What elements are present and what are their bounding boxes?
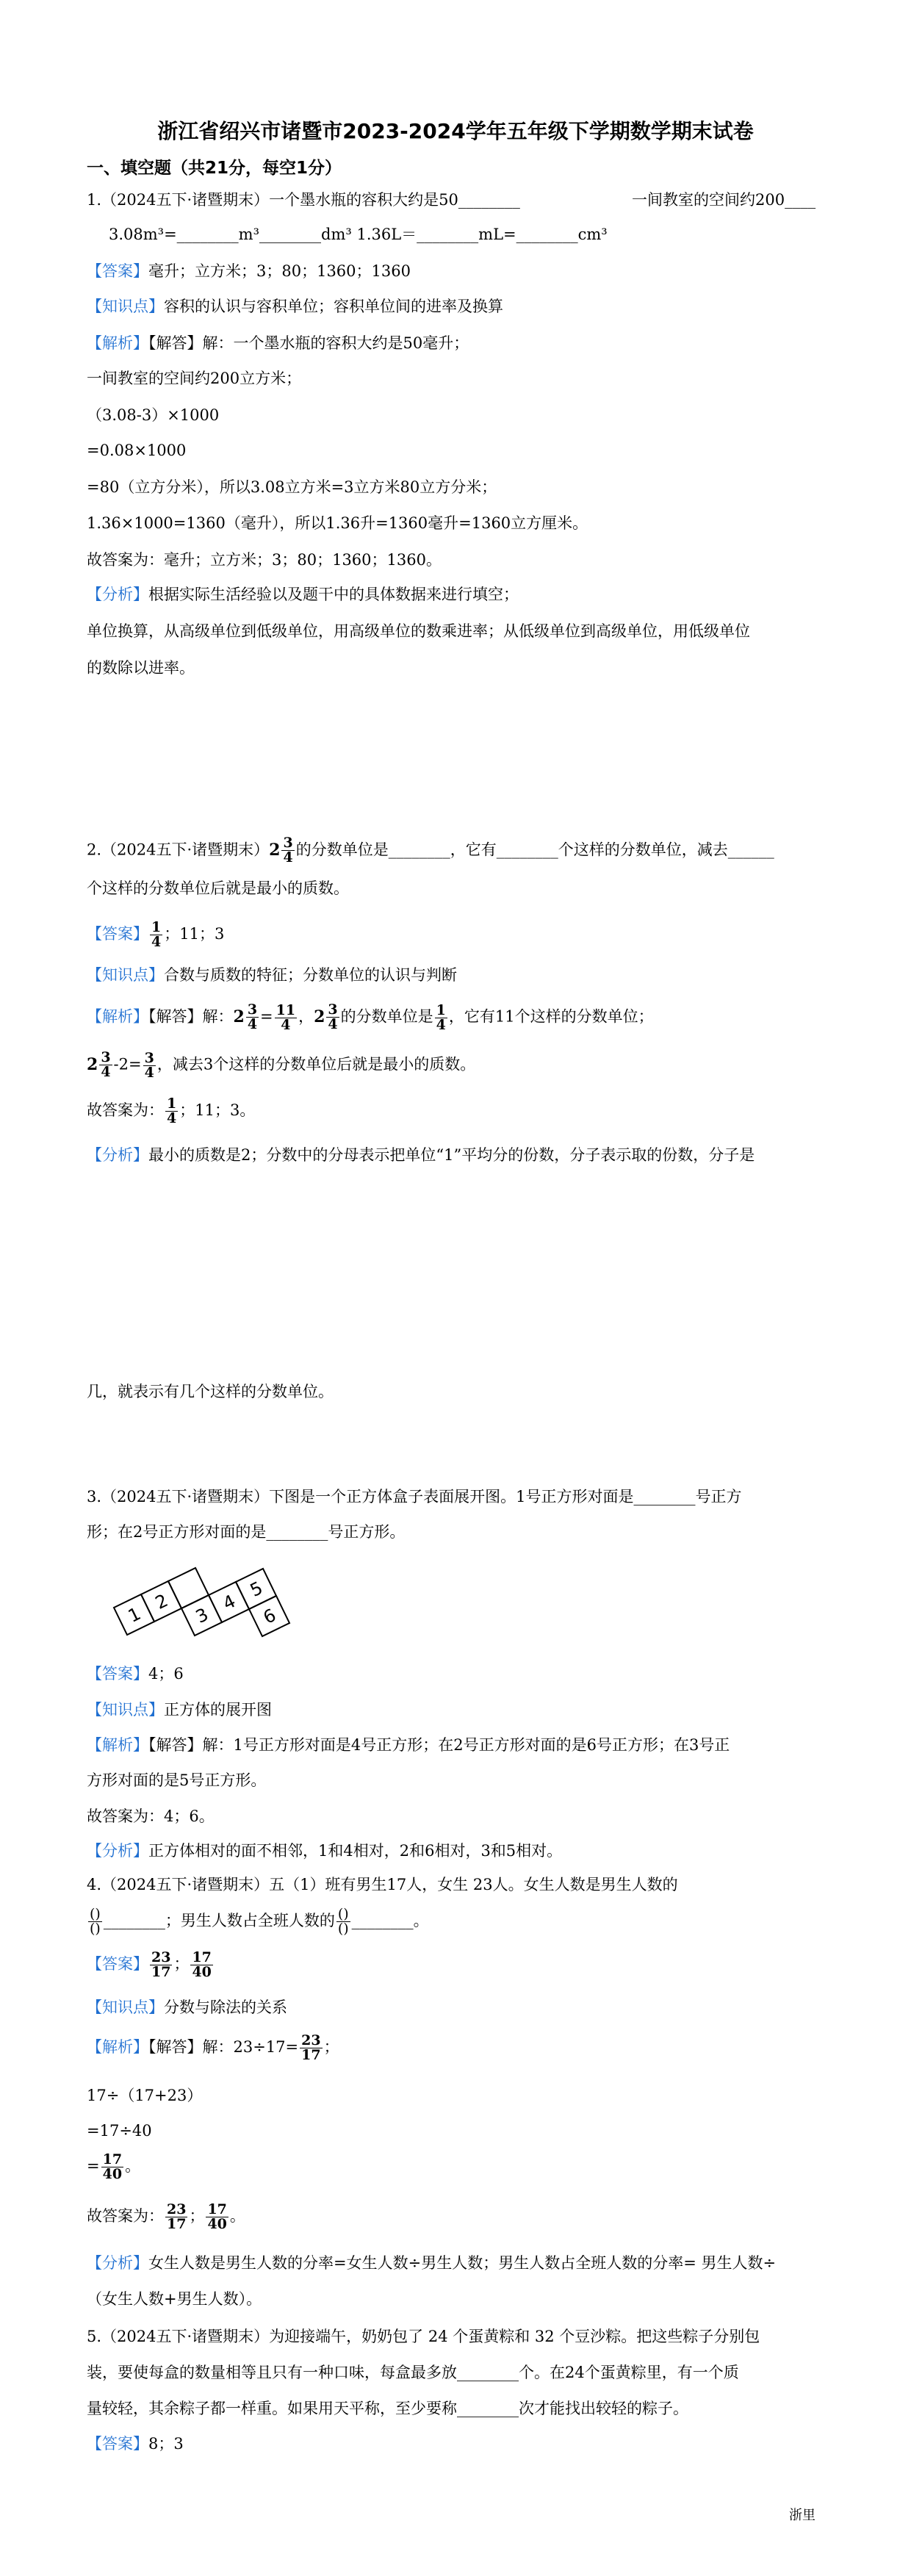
q1-stem-c: 3.08m³=________m³________dm³ 1.36L＝________mL=________cm³ [109,226,608,243]
fraction: $\frac{1}{4}$ [151,919,162,950]
q2-stem-2: 个这样的分数单位后就是最小的质数。 [87,879,349,897]
q2-answer: 【答案】 $\frac{1}{4}$ ；11；3 [87,919,225,950]
answer-tag: 【答案】 [87,262,148,280]
q5-stem: 5.（2024五下·诸暨期末）为迎接端午，奶奶包了 24 个蛋黄粽和 32 个豆沙粽。把这些粽子分别包 [87,2328,760,2345]
net-label-2: 2 [151,1590,172,1613]
analysis-tag: 【解析】 [87,1736,148,1754]
q1-summary: 根据实际生活经验以及题干中的具体数据来进行填空； [148,586,519,603]
analysis-summary-tag: 【分析】 [87,586,148,603]
q4-knowledge: 分数与除法的关系 [164,1998,287,2016]
section-heading: 一、填空题（共21分，每空1分） [87,159,342,178]
q1-line: 1.36×1000=1360（毫升），所以1.36升=1360毫升=1360立方厘米。 [87,514,588,532]
net-square-hidden [168,1568,209,1608]
q3-analysis-2: 方形对面的是5号正方形。 [87,1771,267,1789]
q3-knowledge: 正方体的展开图 [164,1701,272,1719]
q1-answer: 毫升；立方米；3；80；1360；1360 [148,262,411,280]
q4-line: 17÷（17+23） [87,2087,203,2104]
q3-summary: 正方体相对的面不相邻，1和4相对，2和6相对，3和5相对。 [148,1842,563,1860]
mixed-number: 2 $\frac{3}{4}$ [269,835,293,866]
cube-net-diagram [110,1558,301,1653]
net-label-4: 4 [219,1591,240,1614]
q3-final: 故答案为：4；6。 [87,1807,215,1825]
page-title: 浙江省绍兴市诸暨市2023-2024学年五年级下学期数学期末试卷 [157,119,754,143]
q1-line: （3.08-3）×1000 [87,406,220,424]
q1-summary-line: 单位换算，从高级单位到低级单位，用高级单位的数乘进率；从低级单位到高级单位，用低级单位 [87,622,750,640]
q3-analysis: 【解答】解：1号正方形对面是4号正方形；在2号正方形对面的是6号正方形；在3号正 [148,1736,730,1754]
knowledge-tag: 【知识点】 [87,966,164,984]
net-label-5: 5 [246,1577,267,1601]
q2-stem: 2.（2024五下·诸暨期末）2 $\frac{3}{4}$ 的分数单位是________，它有________个这样的分数单位，减去______ [87,835,774,866]
q4-summary: 女生人数是男生人数的分率=女生人数÷男生人数；男生人数占全班人数的分率= 男生人数÷ [148,2254,777,2272]
knowledge-tag: 【知识点】 [87,1998,164,2016]
q2-analysis-2: 2 $\frac{3}{4}$ -2= $\frac{3}{4}$ ，减去3个这样的分数单位后就是最小的质数。 [87,1049,476,1081]
q3-answer: 4；6 [148,1665,184,1683]
q5-stem-3: 量较轻，其余粽子都一样重。如果用天平称，至少要称________次才能找出较轻的粽子。 [87,2400,688,2417]
knowledge-tag: 【知识点】 [87,298,164,315]
q1-knowledge: 容积的认识与容积单位；容积单位间的进率及换算 [164,298,503,315]
q4-stem-2: $\frac{()}{()}$ ________；男生人数占全班人数的 $\frac{()}{()}$ ________。 [90,1906,429,1937]
analysis-summary-tag: 【分析】 [87,2254,148,2272]
q2-summary-line: 几，就表示有几个这样的分数单位。 [87,1383,334,1400]
q1-stem-b: 一间教室的空间约200____ [632,191,816,209]
analysis-summary-tag: 【分析】 [87,1146,148,1164]
q1-summary-line: 的数除以进率。 [87,659,195,677]
q4-line: = $\frac{17}{40}$ 。 [87,2151,141,2182]
answer-tag: 【答案】 [87,2435,148,2453]
q1-stem: 1.（2024五下·诸暨期末）一个墨水瓶的容积大约是50________ [87,191,520,209]
q1-line: =0.08×1000 [87,442,187,459]
answer-tag: 【答案】 [87,1665,148,1683]
q4-line: =17÷40 [87,2122,152,2140]
q2-final: 故答案为： $\frac{1}{4}$ ；11；3。 [87,1095,256,1126]
q5-answer: 8；3 [148,2435,184,2453]
q1-line: 一间教室的空间约200立方米； [87,370,302,387]
analysis-tag: 【解析】 [87,334,148,352]
footer-mark: 浙里 [789,2508,815,2523]
net-label-6: 6 [259,1605,280,1628]
q2-knowledge: 合数与质数的特征；分数单位的认识与判断 [164,966,457,984]
q4-final: 故答案为： $\frac{23}{17}$ ； $\frac{17}{40}$ 。 [87,2201,245,2232]
q3-stem-2: 形；在2号正方形对面的是________号正方形。 [87,1523,406,1541]
q1-line: 故答案为：毫升；立方米；3；80；1360；1360。 [87,551,442,569]
q5-stem-2: 装，要使每盒的数量相等且只有一种口味，每盒最多放________个。在24个蛋黄粽里，有一个质 [87,2364,739,2381]
q4-analysis: 【解析】【解答】解：23÷17= $\frac{23}{17}$ ； [87,2032,339,2063]
q2-analysis: 【解析】【解答】解：2 $\frac{3}{4}$ = $\frac{11}{4}$ ，2 $\frac{3}{4}$ 的分数单位是 $\frac{1}{4}$ ，它有11个这样的分数单位； [87,1001,654,1033]
q4-summary-line: （女生人数+男生人数）。 [87,2290,262,2308]
q2-summary: 最小的质数是2；分数中的分母表示把单位“1”平均分的份数，分子表示取的份数，分子是 [148,1146,755,1164]
knowledge-tag: 【知识点】 [87,1701,164,1719]
net-label-3: 3 [192,1604,212,1627]
analysis-summary-tag: 【分析】 [87,1842,148,1860]
q3-stem: 3.（2024五下·诸暨期末）下图是一个正方体盒子表面展开图。1号正方形对面是________号正方 [87,1488,742,1505]
net-label-1: 1 [124,1603,145,1627]
q4-answer: 【答案】 $\frac{23}{17}$ ； $\frac{17}{40}$ [87,1949,212,1980]
q4-stem: 4.（2024五下·诸暨期末）五（1）班有男生17人，女生 23人。女生人数是男生人数的 [87,1876,678,1893]
q1-analysis: 【解答】解：一个墨水瓶的容积大约是50毫升； [148,334,469,352]
q1-line: =80（立方分米），所以3.08立方米=3立方米80立方分米； [87,478,497,496]
